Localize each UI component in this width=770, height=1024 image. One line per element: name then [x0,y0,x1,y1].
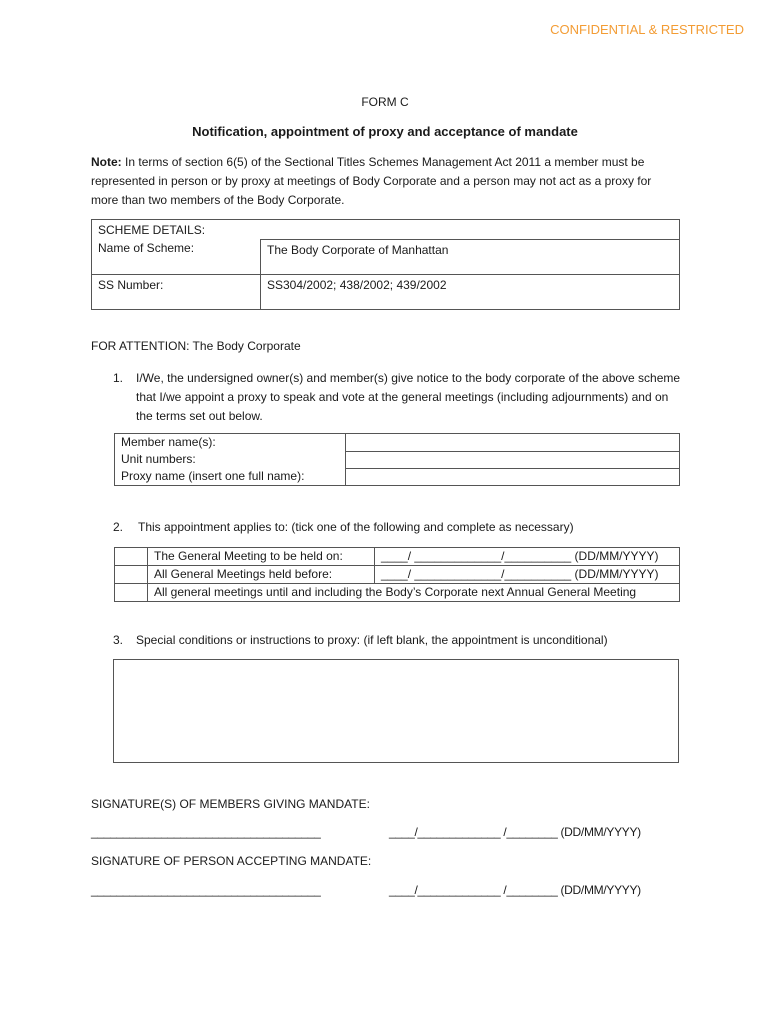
item-1 [91,369,681,426]
proxy-name-input[interactable] [346,468,680,486]
general-meeting-label: The General Meeting to be held on: [148,548,375,566]
note-label: Note: [91,155,122,169]
note-paragraph [91,153,681,210]
item-2-number: 2. [113,520,124,534]
general-meeting-date[interactable]: ____/ _____________/__________ (DD/MM/YYYY) [375,548,680,566]
proxy-name-label: Proxy name (insert one full name): [115,468,346,486]
scheme-heading: SCHEME DETAILS: [92,220,680,240]
item-3 [91,631,681,650]
members-signature-date[interactable]: ____/_____________ /________ (DD/MM/YYYY) [389,825,641,839]
for-attention: FOR ATTENTION: The Body Corporate [91,339,301,353]
tick-box-until-agm[interactable] [115,584,148,602]
member-names-label: Member name(s): [115,434,346,452]
item-3-number: 3. [113,633,124,647]
item-3-text: Special conditions or instructions to proxy: (if left blank, the appointment is unconditional) [136,633,608,647]
all-meetings-before-label: All General Meetings held before: [148,566,375,584]
form-label: FORM C [361,95,409,109]
ss-number-value[interactable]: SS304/2002; 438/2002; 439/2002 [261,275,680,310]
acceptor-signature-label: SIGNATURE OF PERSON ACCEPTING MANDATE: [91,854,372,868]
until-agm-label: All general meetings until and including the Body’s Corporate next Annual General Meeting [148,584,680,602]
scheme-name-value[interactable]: The Body Corporate of Manhattan [261,240,680,275]
confidential-label: CONFIDENTIAL & RESTRICTED [550,22,744,37]
acceptor-signature-date[interactable]: ____/_____________ /________ (DD/MM/YYYY) [389,883,641,897]
tick-box-general-meeting[interactable] [115,548,148,566]
applies-to-table [114,547,680,602]
members-signature-line[interactable]: ____________________________________ [91,825,321,839]
unit-numbers-input[interactable] [346,451,680,468]
item-1-number: 1. [113,371,124,385]
member-table [114,433,680,486]
item-2-text: This appointment applies to: (tick one of the following and complete as necessary) [138,520,574,534]
ss-number-label: SS Number: [92,275,261,310]
item-1-text: I/We, the undersigned owner(s) and member(s) give notice to the body corporate of the above scheme that I/we appoint a proxy to speak and vote at the general meetings (including adjournments) and on the terms set out below. [136,371,681,423]
item-2 [91,518,681,537]
member-names-input[interactable] [346,434,680,452]
all-meetings-before-date[interactable]: ____/ _____________/__________ (DD/MM/YYYY) [375,566,680,584]
members-signature-label: SIGNATURE(S) OF MEMBERS GIVING MANDATE: [91,797,370,811]
scheme-name-label: Name of Scheme: [92,240,261,275]
scheme-details-table [91,219,680,310]
special-conditions-box[interactable] [113,659,679,763]
page-title: Notification, appointment of proxy and acceptance of mandate [192,124,578,139]
note-text: In terms of section 6(5) of the Sectional Titles Schemes Management Act 2011 a member must be represented in person or by proxy at meetings of Body Corporate and a person may not act as a proxy for more than two members of the Body Corporate. [91,155,652,207]
acceptor-signature-line[interactable]: ____________________________________ [91,883,321,897]
unit-numbers-label: Unit numbers: [115,451,346,468]
tick-box-all-meetings-before[interactable] [115,566,148,584]
